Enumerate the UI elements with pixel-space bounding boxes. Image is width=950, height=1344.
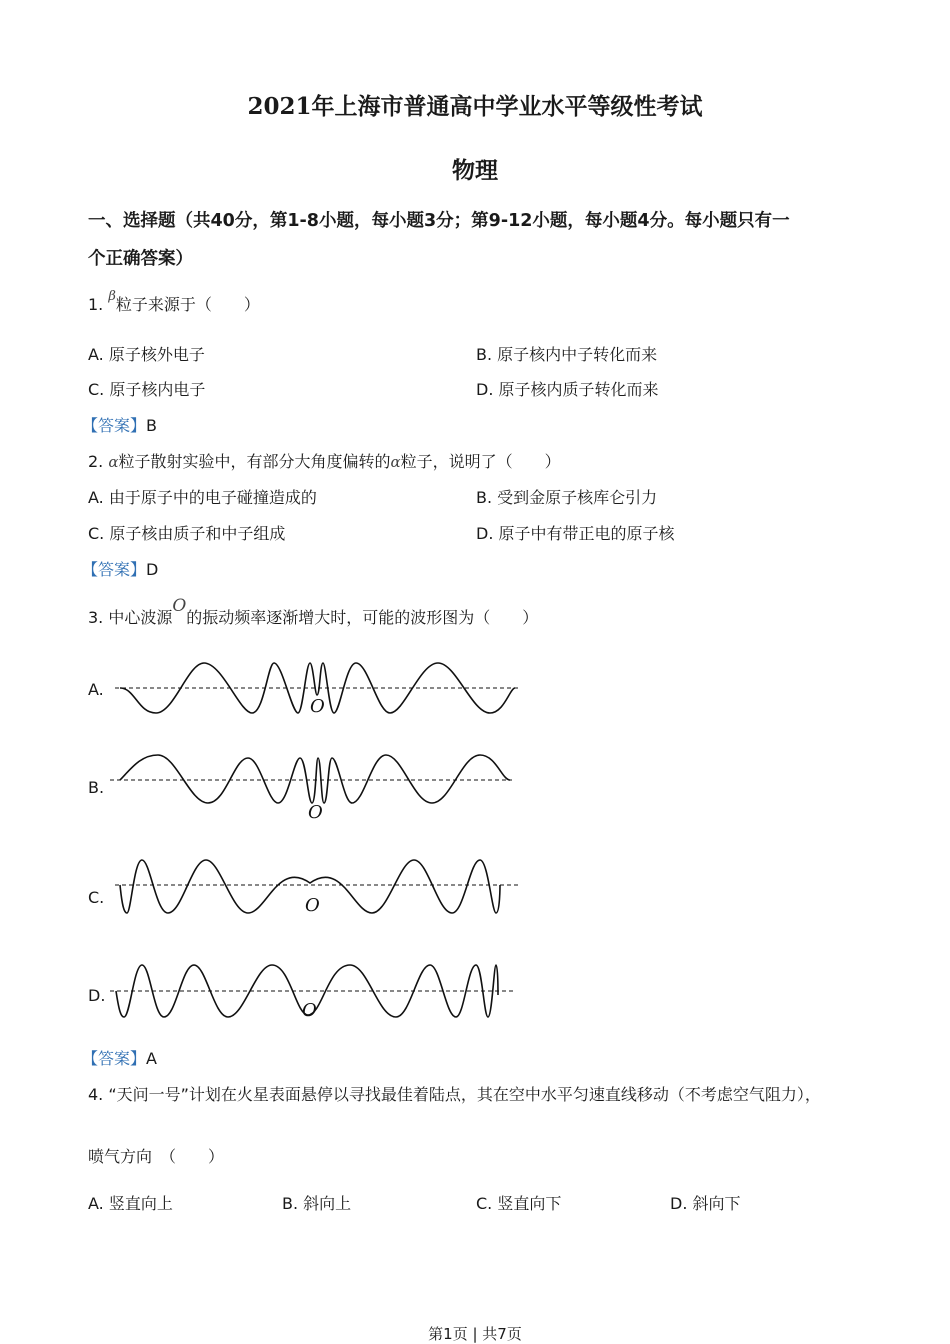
waveform-c [110, 855, 530, 925]
answer-tag: 【答案】 [82, 560, 147, 579]
origin-label: O [302, 1000, 317, 1021]
origin-label: O [310, 696, 325, 717]
origin-label: O [305, 895, 320, 916]
question-text: 粒子，说明了（ ） [400, 452, 561, 471]
q2-option-b: B. 受到金原子核库仑引力 [476, 488, 658, 507]
wave-label-a: A. [88, 680, 104, 699]
q4-option-d: D. 斜向下 [670, 1194, 741, 1213]
question-number: 1. [88, 295, 104, 314]
q2-answer [82, 557, 158, 580]
wave-label-c: C. [88, 888, 105, 907]
wave-label-b: B. [88, 778, 105, 797]
answer-value: B [146, 416, 157, 435]
q2-option-d: D. 原子中有带正电的原子核 [476, 524, 675, 543]
q1-option-a: A. 原子核外电子 [88, 345, 205, 364]
waveform-b [110, 750, 530, 825]
page-footer: 第1页 | 共7页 [428, 1325, 522, 1343]
wave-label-d: D. [88, 986, 106, 1005]
section-heading-cont: 个正确答案） [88, 249, 193, 269]
question-text: 粒子散射实验中，有部分大角度偏转的 [118, 452, 391, 471]
question-4: 4. “天问一号”计划在火星表面悬停以寻找最佳着陆点，其在空中水平匀速直线移动（不考虑空气阻力）， [88, 1085, 821, 1104]
question-text: 粒子来源于（ ） [115, 295, 260, 314]
q4-option-a: A. 竖直向上 [88, 1194, 173, 1213]
question-1 [88, 289, 260, 315]
waveform-d [110, 955, 530, 1025]
answer-value: D [146, 560, 159, 579]
section-heading: 一、选择题（共40分，第1-8小题，每小题3分；第9-12小题，每小题4分。每小题只有一 [88, 211, 790, 231]
question-text: 的振动频率逐渐增大时，可能的波形图为（ ） [186, 608, 539, 627]
question-3 [88, 596, 539, 628]
question-number: 3. 中心波源 [88, 608, 173, 627]
origin-label: O [308, 802, 323, 823]
answer-tag: 【答案】 [82, 1049, 147, 1068]
alpha-symbol: α [108, 453, 119, 471]
q1-answer [82, 413, 157, 436]
question-4-cont: 喷气方向 （ ） [88, 1147, 225, 1166]
question-number: 2. [88, 452, 104, 471]
q1-option-b: B. 原子核内中子转化而来 [476, 345, 658, 364]
q1-option-d: D. 原子核内质子转化而来 [476, 380, 659, 399]
subject-title: 物理 [452, 157, 498, 184]
origin-symbol: O [172, 596, 187, 616]
q3-answer [82, 1046, 157, 1069]
q1-option-c: C. 原子核内电子 [88, 380, 206, 399]
q4-option-b: B. 斜向上 [282, 1194, 352, 1213]
wave-curve [120, 755, 510, 803]
answer-tag: 【答案】 [82, 416, 147, 435]
exam-title: 2021年上海市普通高中学业水平等级性考试 [247, 93, 703, 120]
alpha-symbol: α [390, 453, 401, 471]
q2-option-c: C. 原子核由质子和中子组成 [88, 524, 286, 543]
question-2 [88, 449, 561, 472]
q4-option-c: C. 竖直向下 [476, 1194, 562, 1213]
q2-option-a: A. 由于原子中的电子碰撞造成的 [88, 488, 317, 507]
answer-value: A [146, 1049, 157, 1068]
waveform-a [110, 655, 530, 725]
beta-symbol: β [108, 289, 116, 304]
